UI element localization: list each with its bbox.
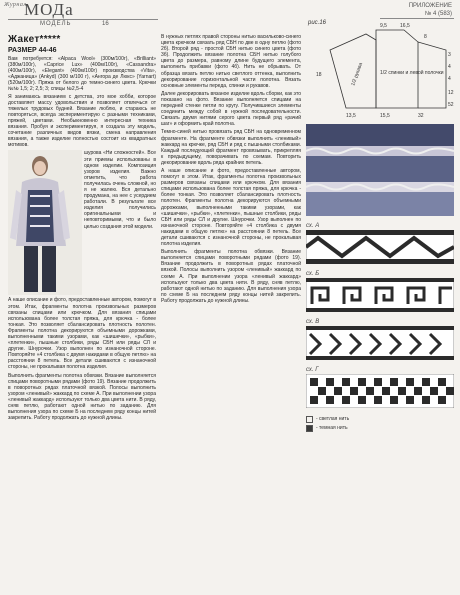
model-label: МОДЕЛЬ (40, 21, 72, 27)
chart-a-label: сх. А (306, 223, 320, 229)
supplement-label: ПРИЛОЖЕНИЕ (408, 3, 452, 9)
chart-legend (306, 416, 454, 432)
dim-side-2: 4 (448, 64, 451, 70)
dim-top-2: 16,5 (400, 23, 410, 29)
model-line (8, 19, 158, 28)
knit-swatch-photo (306, 124, 454, 216)
chart-d-label: сх. Г (306, 367, 319, 373)
dim-bottom-2: 15,5 (380, 113, 390, 119)
legend-light (306, 416, 454, 423)
steps-text-2: Далее декорировать вязаное изделие вдоль сборки, как это показано на фото. Вязание выполняется спицами на передней стенке петли по кругу. Получившиеся элементы соединить между собой в нужной последовательности. Связать двумя нитями серого цвета первый ряд «рачий шаг» и оформить край полотна. (161, 90, 301, 128)
chart-a-grid (306, 230, 454, 264)
intro-text: Я занимаюсь вязанием с детства, это мое хобби, которое доставляет массу удовольствия и позволяет отвлечься от тяжелых трудовых будней. Вязание люблю, и стараюсь не повторяться, всегда экспериментирую с разными техниками, пряжей, цветами. Необыкновенно интересная техника вязания. Пробуя и экспериментируя, я создала эту модель, сочетание различных видов вязки, смена направления вязания, а также изделие полностью состоит из квадратных мотивов. (8, 93, 156, 149)
body-text: А наше описание и фото, предоставленные автором, помогут в этом. Итак, фрагменты полотна произвольных размеров связаны спицами или крючком. Для вязания спицами использована более толстая пряжа, для крючка - более тонкая. Это позволяет сбалансировать плотность полотен. Фрагменты полотна декорируются объемными дорожками, выполненными такими узорами, как «шишечки», «рыбки», «плетенки», пышные столбики, ряды СБН или ряды СЛ и другие. Шнурочки. Узор выполнен по изнаночной стороне. Повторяйте «4 столбика с двумя накидами в общую петлю» на расстоянии 8 петель. Все детали сшиваются с изнаночной стороны, не прокалывая полотна изделия. (8, 297, 156, 371)
dim-top-3: 8 (424, 34, 427, 40)
model-photo (8, 150, 156, 295)
dim-side-5: 52 (448, 102, 454, 108)
dim-top-1: 9,5 (380, 23, 387, 29)
left-bottom-text: Выполнить фрагменты полотна обвязки. Вязание выполняется спицами поворотными рядами (фото 19). Вязание продолжить в поворотных рядах платочной вязкой. Полосы выполнить узором «ленивый» жаккард по схеме А. При выполнении узора «ленивый жаккард» используют только два цвета нити. В ряду, сняв петлю, работают одной нитью по заданию. Для выполнения узора по схеме Б на последнем ряду концы нитей закрепить. Работу продолжать до нужной длины. (8, 372, 156, 422)
dim-bottom-3: 32 (418, 113, 424, 119)
steps-text-3: Темно-синей нитью провязать ряд СБН на одновременном фрагменте. На фрагменте обвязки выполнить «ленивый» жаккард на крючке, ряд СБН и ряд с пышными столбиками. Каждый последующий фрагмент провязывать, прикрепляя к предыдущему, поворачивать по схемам. Повторить декорирование вдоль ряда крайних петель. (161, 129, 301, 166)
middle-column (161, 34, 301, 304)
dim-left: 18 (316, 72, 322, 78)
article-size: РАЗМЕР 44-46 (8, 47, 57, 54)
left-column (8, 34, 156, 421)
legend-dark (306, 425, 454, 432)
logo-small: Журнал (4, 2, 27, 8)
chart-d-grid (306, 374, 454, 408)
legend-dark-text: - темная нить (316, 425, 348, 431)
legend-light-swatch (306, 416, 313, 423)
legend-dark-swatch (306, 425, 313, 432)
issue-number: № 4 (583) (424, 11, 452, 17)
dim-bottom-1: 13,5 (346, 113, 356, 119)
right-column (306, 16, 454, 434)
dim-side-1: 3 (448, 52, 451, 58)
steps-text-4: А наше описание и фото, предоставленные автором, помогут в этом. Итак, фрагменты полотна произвольных размеров связаны спицами или крючком. Для вязания спицами использована более толстая пряжа, для крючка - более тонкая. Это позволяет сбалансировать плотность полотен. Фрагменты полотна декорируются объемными дорожками, выполненными такими узорами, как «шишечки», «рыбки», «плетенки», пышные столбики, ряды СБН или ряды СЛ и другие. Шнурочки. Узор выполнен по изнаночной стороне. Повторяйте «4 столбика с двумя накидами в общую петлю» на расстоянии 8 петель. Все детали сшиваются с изнаночной стороны, не прокалывая полотна изделия. (161, 167, 301, 248)
chart-c-label: сх. В (306, 319, 320, 325)
sleeve-label: 1/2 рукава (350, 62, 365, 87)
steps-text-1: В нужных петлях правой стороны нитью васильково-синего цвета крючком связать ряд СБН по две в одну петлю (фото 2б). Второй ряд - простой СБН нитью синего цвета (фото 3б). Продолжить вязание полотна СБН нитью голубого цвета до размера, равному длине будущего элемента, выполнить прибавки (фото 4б). Нить не обрывать. От образца вязать петлю нитью светлого оттенка, выполнить декорирование горизонтальной части полотна. Вязать основные элементы переда, спинки и рукавов. (161, 34, 301, 89)
chart-c-grid (306, 326, 454, 360)
photo-side-text: шурова «Ни сложностей». Все эти приемы использованы в одном изделии. Композиция узоров изделия. Важно отметить, что работа получилась очень сложной, но я не жалею. Вся детально продумана, на нее с усердием работали. В результате все изделия получились оригинальными и неповторимыми, что и было целью создания этой модели. (84, 150, 156, 230)
chart-b-label: сх. Б (306, 271, 320, 277)
materials-text: Вам потребуется: «Alpaca Wool» (300м/100г), «Brilliant» (380м/100г), «Caprice Lux» (400м/100г), «Cassandra» (400м/100г), «Elegant» (400м/100г) производства «Vita», «Аджаница» (Ankyd) (300 м/100 г), «Ангора де Люкс» (Yarnart) (520м/100г). Пряжа от белого до темно-синего цвета. Крючки №№ 1,5; 2; 2,5; 3; спицы №2,5-4 (8, 56, 156, 93)
legend-light-text: - светлая нить (316, 416, 350, 422)
pattern-schematic (306, 16, 454, 121)
dim-side-3: 4 (448, 76, 451, 82)
chart-b-grid (306, 278, 454, 312)
schematic-label: рис.16 (308, 20, 327, 26)
magazine-logo: МОДа (24, 0, 74, 19)
schematic-drawing (306, 16, 454, 121)
center-label: 1/2 спинки и левой полочки (380, 70, 444, 76)
article-title: Жакет***** (8, 34, 61, 45)
dim-side-4: 12 (448, 90, 454, 96)
steps-text-5: Выполнить фрагменты полотна обвязки. Вязание выполняется спицами поворотными рядами (фото 19). Вязание продолжить в поворотных рядах платочной вязкой. Полосы выполнить узором «ленивый» жаккард по схеме А. При выполнении узора «ленивый жаккард» используют только два цвета нити. В ряду, сняв петлю, работают одной нитью по заданию. Для выполнения узора по схеме Б на последнем ряду концы нитей закрепить. Работу продолжать до нужной длины. (161, 249, 301, 304)
model-number: 16 (102, 21, 109, 27)
model-figure-image (8, 150, 82, 295)
